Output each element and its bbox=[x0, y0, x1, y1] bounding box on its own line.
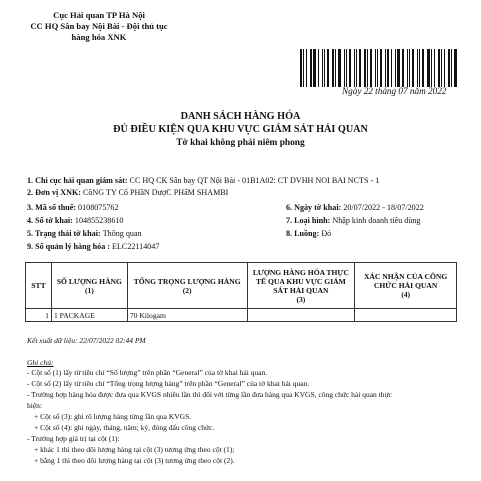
field-declaration-number bbox=[27, 216, 123, 225]
cell-confirmation bbox=[355, 309, 457, 322]
header-stt: STT bbox=[26, 263, 52, 309]
title-line-3: Tờ khai không phải niêm phong bbox=[176, 138, 305, 148]
notes-heading: Ghi chú: bbox=[27, 358, 54, 367]
export-time: Kết xuất dữ liệu: 22/07/2022 02:44 PM bbox=[27, 336, 146, 345]
header-weight: TỔNG TRỌNG LƯỢNG HÀNG (2) bbox=[127, 263, 247, 309]
note-line: - Trường hợp hàng hóa được đưa qua KVGS nhiều lần thì đối với từng lần đưa hàng qua KVGS, công chức hải quan thực bbox=[27, 390, 392, 399]
barcode-bar bbox=[407, 49, 408, 87]
field-value: 104855238610 bbox=[74, 216, 124, 225]
barcode-bar bbox=[322, 49, 323, 87]
header-line-1: Cục Hải quan TP Hà Nội bbox=[53, 10, 145, 20]
barcode-bar bbox=[335, 49, 336, 87]
title-line-2: ĐỦ ĐIỀU KIỆN QUA KHU VỰC GIÁM SÁT HẢI QUAN bbox=[113, 124, 368, 135]
barcode-bar bbox=[310, 49, 312, 87]
field-type bbox=[286, 216, 420, 225]
barcode-bar bbox=[412, 49, 414, 87]
note-line: - Cột số (1) lấy từ tiêu chí “Số lượng” trên phần “General” của tờ khai hải quan. bbox=[27, 368, 268, 377]
header-quantity: SỐ LƯỢNG HÀNG (1) bbox=[51, 263, 127, 309]
table-row bbox=[26, 309, 457, 322]
barcode-bar bbox=[448, 49, 450, 87]
note-line: + Cột số (4): ghi ngày, tháng, năm; ký, đóng dấu công chức. bbox=[34, 423, 215, 432]
field-supervising-office bbox=[27, 176, 379, 185]
header-line-2: CC HQ Sân bay Nội Bài - Đội thủ tục bbox=[30, 21, 168, 31]
barcode-bar bbox=[380, 49, 382, 87]
note-line: - Trường hợp giá trị tại cột (1): bbox=[27, 434, 120, 443]
field-value: Đỏ bbox=[321, 229, 332, 238]
field-declaration-date bbox=[286, 203, 424, 212]
barcode-bar bbox=[397, 49, 400, 87]
barcode-bar bbox=[417, 49, 418, 87]
field-label: 1. Chi cục hải quan giám sát: bbox=[27, 176, 128, 185]
field-value: CôNG TY Cổ PHầN DượC PHẩM SHAMBI bbox=[82, 188, 229, 197]
barcode-bar bbox=[338, 49, 341, 87]
barcode-bar bbox=[367, 49, 368, 87]
barcode-bar bbox=[375, 49, 376, 87]
barcode-image bbox=[300, 49, 460, 87]
field-value: ELC22114047 bbox=[112, 242, 160, 251]
barcode-bar bbox=[306, 49, 307, 87]
field-label: 5. Trạng thái tờ khai: bbox=[27, 229, 101, 238]
header-actual-quantity: LƯỢNG HÀNG HÓA THỰC TẾ QUA KHU VỰC GIÁM SÁT HẢI QUAN (3) bbox=[247, 263, 355, 309]
field-tax-code bbox=[27, 203, 119, 212]
field-value: Nhập kinh doanh tiêu dùng bbox=[332, 216, 421, 225]
cell-quantity: 1 PACKAGE bbox=[51, 309, 127, 322]
header-line-3: hàng hóa XNK bbox=[71, 32, 127, 42]
barcode-bar bbox=[419, 49, 420, 87]
field-label: 7. Loại hình: bbox=[286, 216, 331, 225]
barcode-bar bbox=[354, 49, 355, 87]
note-line: + bằng 1 thì theo dõi lượng hàng tại cột (3) tương ứng theo cột (2). bbox=[34, 456, 235, 465]
barcode-bar bbox=[391, 49, 392, 87]
field-label: 6. Ngày tờ khai: bbox=[286, 203, 342, 212]
cell-actual-quantity bbox=[247, 309, 355, 322]
field-label: 9. Số quản lý hàng hóa : bbox=[27, 242, 110, 251]
barcode-bar bbox=[434, 49, 435, 87]
barcode-bar bbox=[454, 49, 457, 87]
field-value: CC HQ CK Sân bay QT Nội Bài - 01B1A02: CT DVHH NOI BAI NCTS - 1 bbox=[129, 176, 380, 185]
field-label: 8. Luồng: bbox=[286, 229, 320, 238]
barcode-bar bbox=[344, 49, 345, 87]
barcode-bar bbox=[409, 49, 410, 87]
barcode-bar bbox=[431, 49, 432, 87]
barcode-bar bbox=[441, 49, 442, 87]
barcode-bar bbox=[370, 49, 373, 87]
barcode-bar bbox=[332, 49, 334, 87]
barcode-bar bbox=[300, 49, 302, 87]
barcode-bar bbox=[318, 49, 319, 87]
barcode-bar bbox=[438, 49, 440, 87]
field-label: 2. Đơn vị XNK: bbox=[27, 188, 81, 197]
barcode-bar bbox=[359, 49, 361, 87]
barcode-bar bbox=[364, 49, 366, 87]
field-value: 0108075762 bbox=[78, 203, 119, 212]
barcode-bar bbox=[402, 49, 404, 87]
document-date: Ngày 22 tháng 07 năm 2022 bbox=[342, 86, 447, 96]
goods-table bbox=[25, 262, 457, 322]
field-value: 20/07/2022 - 18/07/2022 bbox=[343, 203, 424, 212]
barcode-bar bbox=[427, 49, 430, 87]
note-line: + Cột số (3): ghi rõ lượng hàng từng lần qua KVGS. bbox=[34, 412, 192, 421]
cell-stt: 1 bbox=[26, 309, 52, 322]
table-header-row bbox=[26, 263, 457, 309]
barcode-bar bbox=[451, 49, 452, 87]
header-confirmation: XÁC NHẬN CỦA CÔNG CHỨC HẢI QUAN (4) bbox=[355, 263, 457, 309]
barcode-bar bbox=[346, 49, 347, 87]
field-label: 4. Số tờ khai: bbox=[27, 216, 73, 225]
barcode-bar bbox=[395, 49, 396, 87]
field-goods-management-number bbox=[27, 242, 159, 251]
barcode-bar bbox=[356, 49, 357, 87]
title-line-1: DANH SÁCH HÀNG HÓA bbox=[180, 111, 301, 122]
field-label: 3. Mã số thuế: bbox=[27, 203, 77, 212]
barcode-bar bbox=[324, 49, 325, 87]
barcode-bar bbox=[327, 49, 329, 87]
barcode-bar bbox=[349, 49, 351, 87]
barcode-bar bbox=[422, 49, 424, 87]
barcode-bar bbox=[444, 49, 445, 87]
field-importer bbox=[27, 188, 228, 197]
field-value: Thông quan bbox=[102, 229, 142, 238]
note-line: + khác 1 thì theo dõi lượng hàng tại cột (3) tương ứng theo cột (1); bbox=[34, 445, 235, 454]
barcode-bar bbox=[387, 49, 389, 87]
barcode-bar bbox=[385, 49, 386, 87]
cell-weight: 70 Kilogam bbox=[127, 309, 247, 322]
note-line: - Cột số (2) lấy từ tiêu chí “Tổng trọng lượng hàng” trên phần “General” của tờ khai hải quan. bbox=[27, 379, 310, 388]
barcode-bar bbox=[303, 49, 304, 87]
field-status bbox=[27, 229, 142, 238]
customs-header bbox=[14, 10, 184, 43]
barcode-bar bbox=[377, 49, 378, 87]
note-line: hiện: bbox=[27, 401, 42, 410]
field-channel bbox=[286, 229, 331, 238]
barcode-bar bbox=[313, 49, 316, 87]
